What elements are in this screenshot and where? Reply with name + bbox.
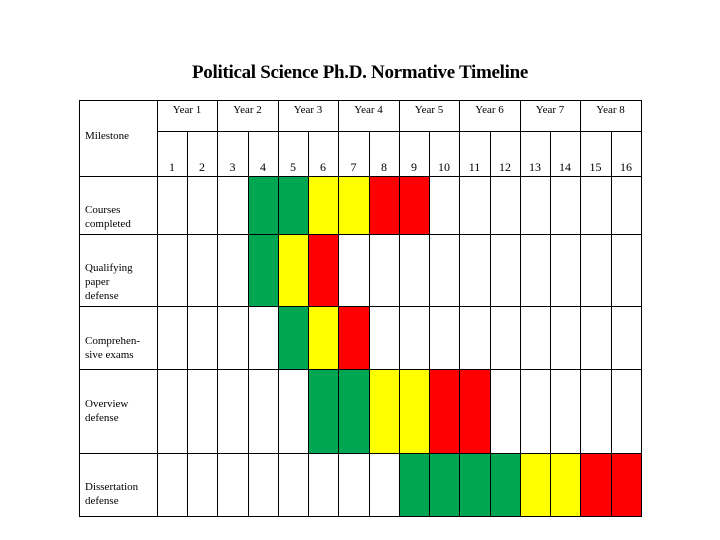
timeline-cell bbox=[611, 369, 641, 453]
milestone-label: defense bbox=[85, 412, 119, 424]
milestone-label: Courses bbox=[85, 204, 121, 216]
timeline-cell bbox=[338, 176, 369, 234]
grid-line-horizontal bbox=[79, 369, 642, 370]
timeline-cell bbox=[459, 369, 490, 453]
timeline-cell bbox=[278, 369, 308, 453]
timeline-cell bbox=[520, 176, 550, 234]
timeline-cell bbox=[217, 453, 248, 516]
semester-label: 8 bbox=[381, 160, 387, 174]
timeline-cell bbox=[308, 176, 338, 234]
timeline-cell bbox=[369, 453, 399, 516]
timeline-cell bbox=[369, 369, 399, 453]
timeline-cell bbox=[550, 176, 580, 234]
timeline-cell bbox=[520, 234, 550, 306]
timeline-cell bbox=[308, 369, 338, 453]
timeline-cell bbox=[338, 234, 369, 306]
semester-label: 16 bbox=[620, 160, 632, 174]
semester-label: 6 bbox=[320, 160, 326, 174]
year-label: Year 8 bbox=[596, 104, 625, 116]
grid-line-horizontal bbox=[79, 306, 642, 307]
timeline-cell bbox=[580, 453, 611, 516]
timeline-cell bbox=[459, 234, 490, 306]
milestone-label: Comprehen- bbox=[85, 335, 140, 347]
grid-line-vertical bbox=[187, 131, 188, 517]
timeline-cell bbox=[157, 176, 187, 234]
timeline-cell bbox=[187, 306, 217, 369]
milestone-label: sive exams bbox=[85, 349, 134, 361]
timeline-cell bbox=[429, 306, 459, 369]
timeline-cell bbox=[217, 306, 248, 369]
year-label: Year 1 bbox=[172, 104, 202, 116]
timeline-cell bbox=[490, 453, 520, 516]
timeline-cell bbox=[429, 176, 459, 234]
timeline-cell bbox=[399, 306, 429, 369]
timeline-cell bbox=[369, 176, 399, 234]
grid-line-vertical bbox=[611, 131, 612, 517]
timeline-cell bbox=[429, 369, 459, 453]
grid-line-horizontal bbox=[79, 453, 642, 454]
timeline-cell bbox=[248, 369, 278, 453]
milestone-label: Overview bbox=[85, 398, 129, 410]
timeline-cell bbox=[338, 306, 369, 369]
page-title: Political Science Ph.D. Normative Timeline bbox=[191, 62, 529, 83]
timeline-cell bbox=[157, 369, 187, 453]
year-label: Year 7 bbox=[535, 104, 565, 116]
grid-line-vertical bbox=[79, 100, 80, 517]
timeline-cell bbox=[187, 176, 217, 234]
semester-label: 10 bbox=[438, 160, 450, 174]
semester-label: 4 bbox=[260, 160, 266, 174]
timeline-cell bbox=[459, 306, 490, 369]
semester-label: 15 bbox=[589, 160, 602, 174]
grid-line-vertical bbox=[338, 100, 339, 517]
milestone-label: paper bbox=[85, 276, 110, 288]
timeline-cell bbox=[611, 176, 641, 234]
semester-label: 2 bbox=[199, 160, 205, 174]
timeline-cell bbox=[580, 306, 611, 369]
grid-line-vertical bbox=[429, 131, 430, 517]
grid-line-vertical bbox=[278, 100, 279, 517]
timeline-cell bbox=[459, 453, 490, 516]
grid-line-horizontal bbox=[79, 176, 642, 177]
timeline-cell bbox=[338, 369, 369, 453]
timeline-cell bbox=[399, 176, 429, 234]
year-label: Year 5 bbox=[414, 104, 444, 116]
semester-label: 14 bbox=[559, 160, 571, 174]
timeline-cell bbox=[248, 234, 278, 306]
timeline-cell bbox=[399, 234, 429, 306]
timeline-cell bbox=[278, 453, 308, 516]
timeline-cell bbox=[308, 453, 338, 516]
grid-line-vertical bbox=[459, 100, 460, 517]
semester-label: 3 bbox=[229, 160, 236, 174]
timeline-cell bbox=[369, 234, 399, 306]
timeline-cell bbox=[399, 453, 429, 516]
timeline-cell bbox=[248, 453, 278, 516]
grid-line-vertical bbox=[157, 100, 158, 517]
semester-label: 9 bbox=[411, 160, 417, 174]
timeline-cell bbox=[611, 234, 641, 306]
semester-label: 1 bbox=[169, 160, 175, 174]
timeline-cell bbox=[217, 369, 248, 453]
grid-line-vertical bbox=[550, 131, 551, 517]
timeline-cell bbox=[338, 453, 369, 516]
grid-line-vertical bbox=[641, 100, 642, 517]
grid-line-horizontal bbox=[79, 100, 642, 101]
timeline-cell bbox=[611, 306, 641, 369]
semester-label: 13 bbox=[529, 160, 541, 174]
timeline-cell bbox=[611, 453, 641, 516]
timeline-cell bbox=[550, 453, 580, 516]
timeline-cell bbox=[187, 453, 217, 516]
timeline-cell bbox=[308, 306, 338, 369]
semester-label: 12 bbox=[499, 160, 511, 174]
timeline-cell bbox=[490, 369, 520, 453]
timeline-cell bbox=[580, 234, 611, 306]
timeline-cell bbox=[580, 176, 611, 234]
milestone-label: defense bbox=[85, 495, 119, 507]
milestone-label: Qualifying bbox=[85, 262, 133, 274]
year-label: Year 6 bbox=[475, 104, 504, 116]
timeline-cell bbox=[369, 306, 399, 369]
timeline-cell bbox=[550, 234, 580, 306]
timeline-cell bbox=[278, 176, 308, 234]
timeline-cell bbox=[520, 453, 550, 516]
grid-line-vertical bbox=[490, 131, 491, 517]
timeline-cell bbox=[157, 453, 187, 516]
timeline-cell bbox=[520, 369, 550, 453]
grid-line-horizontal bbox=[79, 516, 642, 517]
milestone-header: Milestone bbox=[85, 130, 129, 142]
grid-line-horizontal bbox=[79, 234, 642, 235]
timeline-cell bbox=[520, 306, 550, 369]
timeline-cell bbox=[217, 176, 248, 234]
timeline-cell bbox=[550, 369, 580, 453]
timeline-cell bbox=[490, 306, 520, 369]
timeline-cell bbox=[217, 234, 248, 306]
timeline-cell bbox=[278, 234, 308, 306]
grid-line-vertical bbox=[369, 131, 370, 517]
grid-line-vertical bbox=[217, 100, 218, 517]
grid-line-vertical bbox=[520, 100, 521, 517]
year-label: Year 2 bbox=[233, 104, 262, 116]
timeline-cell bbox=[490, 176, 520, 234]
semester-label: 5 bbox=[290, 160, 296, 174]
semester-label: 11 bbox=[468, 160, 481, 174]
milestone-label: completed bbox=[85, 218, 131, 230]
milestone-label: Dissertation bbox=[85, 481, 139, 493]
timeline-cell bbox=[429, 453, 459, 516]
grid-line-vertical bbox=[580, 100, 581, 517]
timeline-cell bbox=[157, 234, 187, 306]
timeline-cell bbox=[490, 234, 520, 306]
year-label: Year 4 bbox=[354, 104, 383, 116]
timeline-cell bbox=[550, 306, 580, 369]
grid-line-vertical bbox=[248, 131, 249, 517]
timeline-cell bbox=[278, 306, 308, 369]
grid-line-vertical bbox=[308, 131, 309, 517]
timeline-cell bbox=[399, 369, 429, 453]
milestone-label: defense bbox=[85, 290, 119, 302]
timeline-cell bbox=[248, 176, 278, 234]
timeline-cell bbox=[157, 306, 187, 369]
grid-line-vertical bbox=[399, 100, 400, 517]
timeline-cell bbox=[248, 306, 278, 369]
timeline-cell bbox=[459, 176, 490, 234]
timeline-cell bbox=[429, 234, 459, 306]
timeline-cell bbox=[187, 369, 217, 453]
timeline-cell bbox=[308, 234, 338, 306]
year-label: Year 3 bbox=[293, 104, 323, 116]
timeline-cell bbox=[187, 234, 217, 306]
semester-label: 7 bbox=[350, 160, 357, 174]
timeline-cell bbox=[580, 369, 611, 453]
